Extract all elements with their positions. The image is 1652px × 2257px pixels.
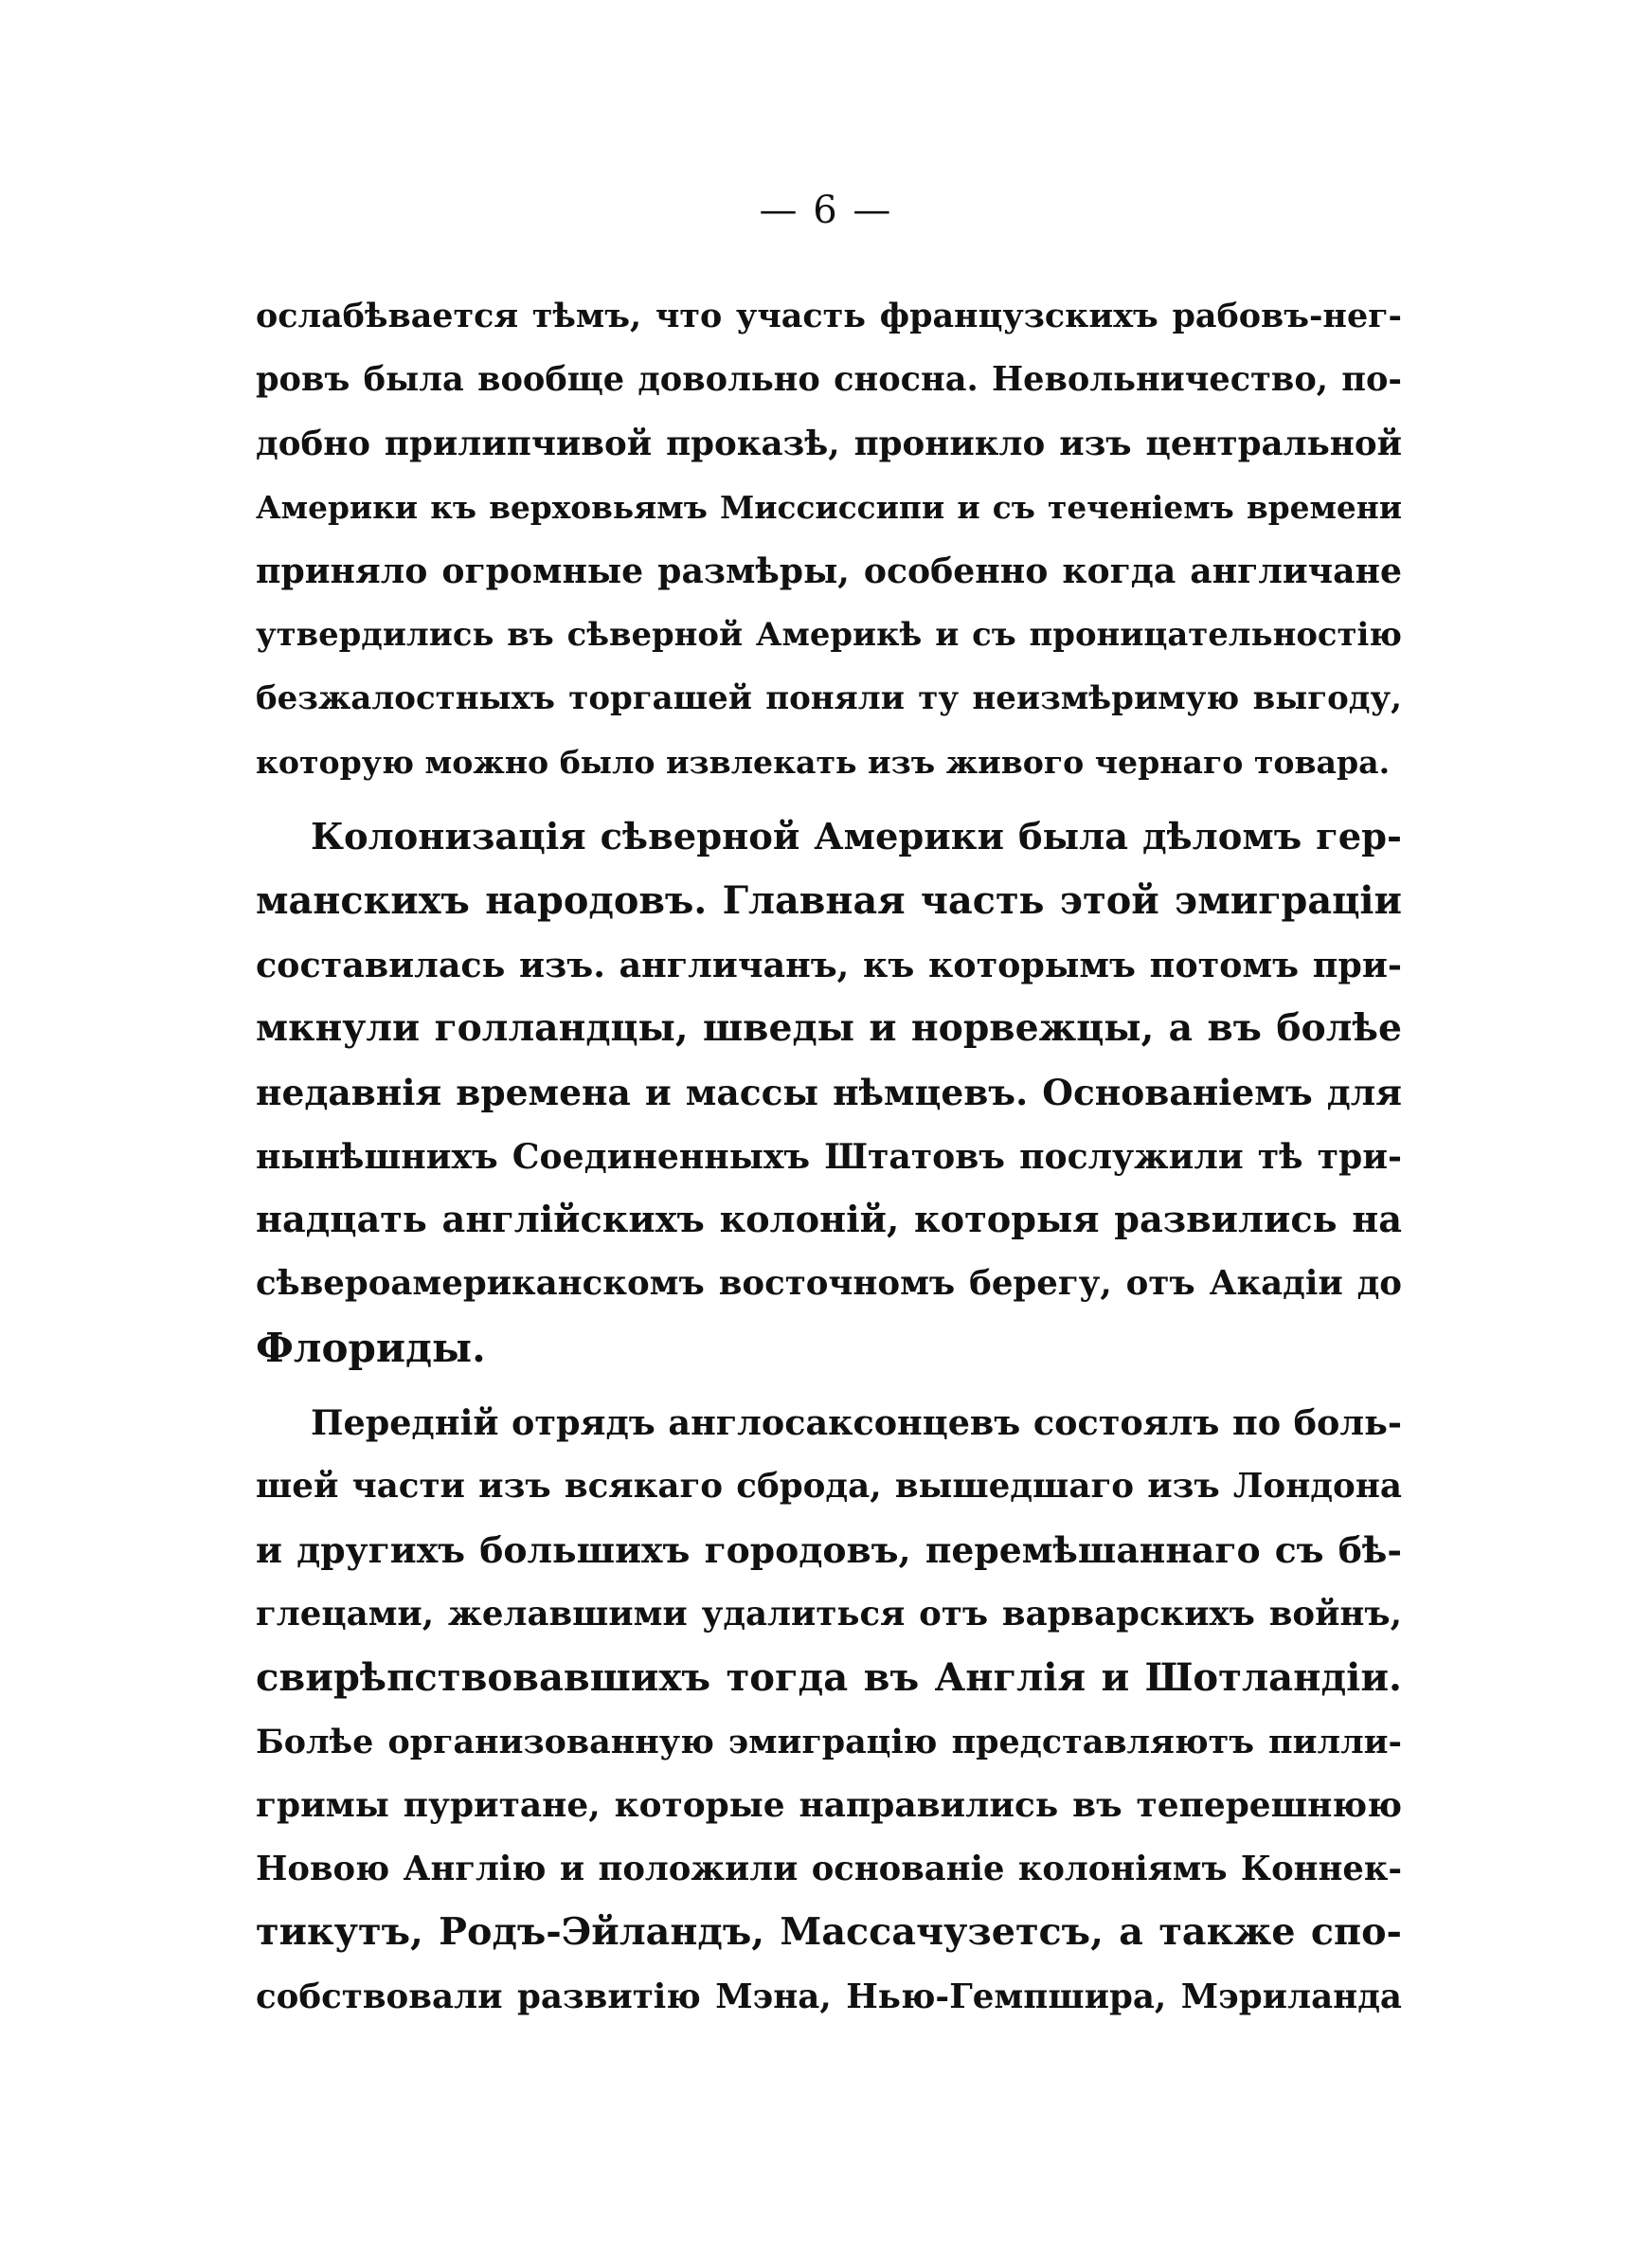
text-line: приняло огромные размѣры, особенно когда англичане	[256, 551, 1402, 592]
text-line: недавнія времена и массы нѣмцевъ. Основаніемъ для	[256, 1071, 1402, 1113]
text-line: собствовали развитію Мэна, Нью-Гемпшира, Мэриланда	[256, 1977, 1402, 2016]
text-line: Болѣе организованную эмиграцію представляютъ пилли-	[256, 1722, 1402, 1761]
text-line: утвердились въ сѣверной Америкѣ и съ проницательностію	[256, 615, 1402, 654]
paragraph-1	[256, 284, 1402, 794]
text-line: мкнули голландцы, шведы и норвежцы, а въ болѣе	[256, 1006, 1402, 1051]
text-line: Америки къ верховьямъ Миссиссипи и съ теченіемъ времени	[256, 488, 1402, 526]
paragraph-gap	[256, 1380, 1402, 1391]
text-line: ослабѣвается тѣмъ, что участь французскихъ рабовъ-нег-	[256, 297, 1402, 335]
text-line: добно прилипчивой проказѣ, проникло изъ центральной	[256, 424, 1402, 463]
text-line: нынѣшнихъ Соединенныхъ Штатовъ послужили тѣ три-	[256, 1135, 1402, 1177]
paragraph-2	[256, 805, 1402, 1380]
text-line: свирѣпствовавшихъ тогда въ Англія и Шотландіи.	[256, 1655, 1402, 1701]
text-line: Колонизація сѣверной Америки была дѣломъ гер-	[311, 816, 1402, 859]
text-line: манскихъ народовъ. Главная часть этой эмиграціи	[256, 878, 1402, 923]
text-line: тикутъ, Родъ-Эйландъ, Массачузетсъ, а также спо-	[256, 1910, 1402, 1955]
text-line: безжалостныхъ торгашей поняли ту неизмѣримую выгоду,	[256, 678, 1402, 717]
text-line: Передній отрядъ англосаксонцевъ состоялъ по боль-	[311, 1402, 1402, 1444]
text-line: составилась изъ. англичанъ, къ которымъ потомъ при-	[256, 944, 1402, 985]
text-line: гримы пуритане, которые направились въ теперешнюю	[256, 1784, 1402, 1825]
text-line: и другихъ большихъ городовъ, перемѣшаннаго съ бѣ-	[256, 1528, 1402, 1571]
text-line: Новою Англію и положили основаніе колоніямъ Коннек-	[256, 1850, 1402, 1889]
text-line: Флориды.	[256, 1324, 486, 1371]
page-number: — 6 —	[759, 189, 893, 232]
paragraph-gap	[256, 794, 1402, 805]
text-line: глецами, желавшими удалиться отъ варварскихъ войнъ,	[256, 1594, 1402, 1634]
text-line: шей части изъ всякаго сброда, вышедшаго изъ Лондона	[256, 1467, 1402, 1507]
text-line: сѣвероамериканскомъ восточномъ берегу, отъ Акадіи до	[256, 1264, 1402, 1304]
paragraph-3	[256, 1391, 1402, 2029]
body-text	[256, 284, 1402, 2029]
text-line: надцать англійскихъ колоній, которыя развились на	[256, 1199, 1402, 1242]
text-line: которую можно было извлекать изъ живого чернаго товара.	[256, 744, 1391, 782]
text-line: ровъ была вообще довольно сносна. Невольничество, по-	[256, 360, 1402, 400]
